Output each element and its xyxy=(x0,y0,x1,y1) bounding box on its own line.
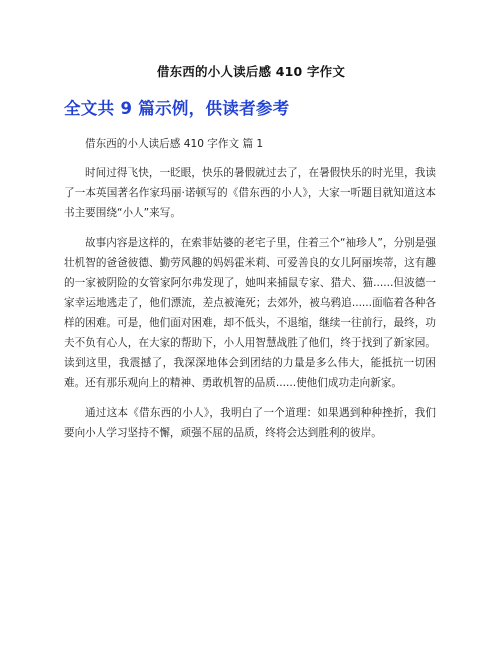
essay-paragraph: 故事内容是这样的，在索菲姑婆的老宅子里，住着三个“袖珍人”，分别是强壮机智的爸爸彼德、勤劳风趣的妈妈霍米莉、可爱善良的女儿阿丽埃蒂，这有趣的一家被阴险的女管家阿尔弗发现了，她叫来捕鼠专家、猎犬、猫......但波德一家幸运地逃走了，他们漂流，差点被淹死；去郊外，被乌鸦追......面临着各种各样的困难。可是，他们面对困难，却不低头，不退缩，继续一往前行，最终，功夫不负有心人，在大家的帮助下，小人用智慧战胜了他们，终于找到了新家园。读到这里，我震撼了，我深深地体会到团结的力量是多么伟大，能抵抗一切困难。还有那乐观向上的精神、勇敢机智的品质......使他们成功走向新家。 xyxy=(64,237,436,389)
essay-subtitle: 借东西的小人读后感 410 字作文 篇 1 xyxy=(85,138,264,150)
examples-banner: 全文共 9 篇示例，供读者参考 xyxy=(64,99,290,118)
essay-paragraph: 通过这本《借东西的小人》，我明白了一个道理：如果遇到种种挫折，我们要向小人学习坚持不懈，顽强不屈的品质，终将会达到胜利的彼岸。 xyxy=(64,407,436,439)
essay-paragraph: 时间过得飞快，一眨眼，快乐的暑假就过去了，在暑假快乐的时光里，我读了一本英国著名作家玛丽·诺顿写的《借东西的小人》，大家一听题目就知道这本书主要围绕“小人”来写。 xyxy=(64,167,436,219)
essay-body xyxy=(64,134,436,453)
document-title: 借东西的小人读后感 410 字作文 xyxy=(156,64,346,79)
